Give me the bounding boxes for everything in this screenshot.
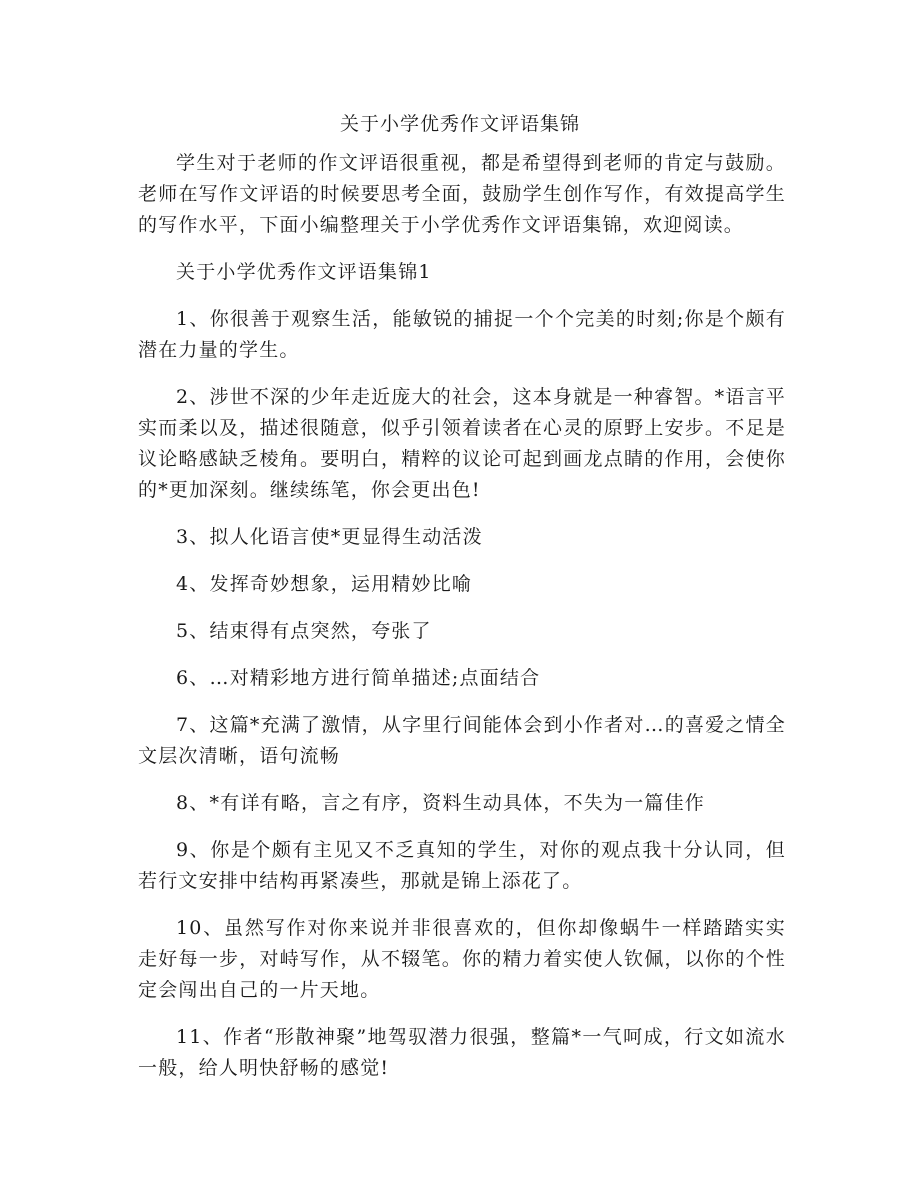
comment-item-11: 11、作者“形散神聚”地驾驭潜力很强，整篇*一气呵成，行文如流水一般，给人明快舒畅的感觉! [138, 1026, 786, 1079]
comment-item-9: 9、你是个颇有主见又不乏真知的学生，对你的观点我十分认同，但若行文安排中结构再紧凑些，那就是锦上添花了。 [138, 839, 786, 892]
section-heading: 关于小学优秀作文评语集锦1 [176, 261, 432, 283]
comment-item-6: 6、…对精彩地方进行简单描述;点面结合 [176, 667, 541, 689]
comment-item-2: 2、涉世不深的少年走近庞大的社会，这本身就是一种睿智。*语言平实而柔以及，描述很随意，似乎引领着读者在心灵的原野上安步。不足是议论略感缺乏棱角。要明白，精粹的议论可起到画龙点睛的作用，会使你的*更加深刻。继续练笔，你会更出色! [138, 386, 786, 501]
intro-paragraph: 学生对于老师的作文评语很重视，都是希望得到老师的肯定与鼓励。老师在写作文评语的时候要思考全面，鼓励学生创作写作，有效提高学生的写作水平，下面小编整理关于小学优秀作文评语集锦，欢迎阅读。 [138, 152, 786, 236]
comment-item-10: 10、虽然写作对你来说并非很喜欢的，但你却像蜗牛一样踏踏实实走好每一步，对峙写作，从不辍笔。你的精力着实使人钦佩，以你的个性定会闯出自己的一片天地。 [138, 917, 786, 1001]
document-body [138, 148, 786, 1100]
comment-item-8: 8、*有详有略，言之有序，资料生动具体，不失为一篇佳作 [176, 792, 705, 814]
comment-item-7: 7、这篇*充满了激情，从字里行间能体会到小作者对…的喜爱之情全文层次清晰，语句流畅 [138, 714, 786, 767]
comment-item-4: 4、发挥奇妙想象，运用精妙比喻 [176, 573, 473, 595]
comment-item-1: 1、你很善于观察生活，能敏锐的捕捉一个个完美的时刻;你是个颇有潜在力量的学生。 [138, 308, 786, 361]
comment-item-5: 5、结束得有点突然，夸张了 [176, 620, 432, 642]
document-title: 关于小学优秀作文评语集锦 [339, 113, 580, 135]
comment-item-3: 3、拟人化语言使*更显得生动活泼 [176, 526, 483, 548]
